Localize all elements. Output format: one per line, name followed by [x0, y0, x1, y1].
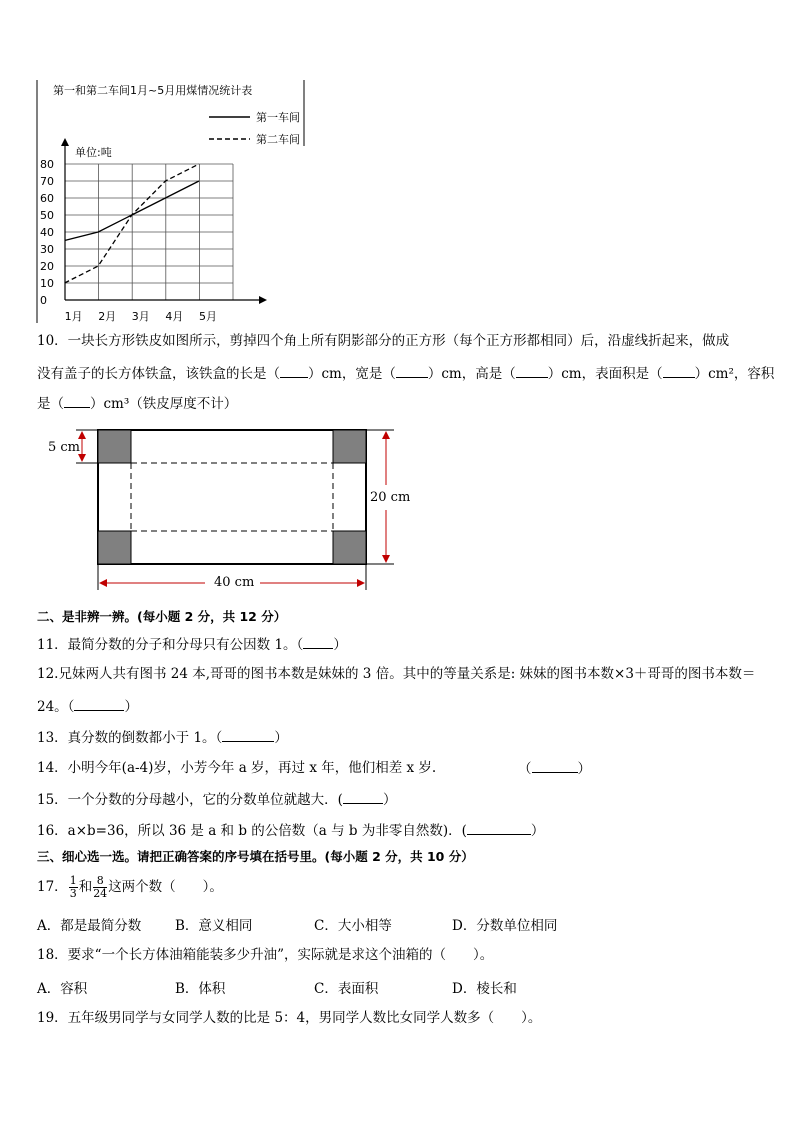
q11: [37, 635, 347, 654]
corner-square-br: [333, 531, 366, 564]
q13-answer-blank[interactable]: [222, 728, 274, 742]
q16: [37, 821, 544, 840]
q16-text: 16．a×b=36，所以 36 是 a 和 b 的公倍数（a 与 b 为非零自然数)．(: [37, 823, 467, 839]
q18-option-a[interactable]: A．容积: [37, 981, 88, 997]
q17-f2-denominator: 24: [93, 887, 108, 900]
q18-option-c[interactable]: C．表面积: [314, 981, 379, 997]
q10-line1: 10．一块长方形铁皮如图所示，剪掉四个角上所有阴影部分的正方形（每个正方形都相同）后，沿虚线折起来，做成: [37, 333, 730, 349]
q17-text: 这两个数（ ）。: [108, 879, 223, 895]
q10-line2: [37, 364, 774, 383]
q12-line2: [37, 697, 138, 716]
q15-answer-blank[interactable]: [343, 790, 383, 804]
q16-close-paren: ）: [530, 823, 545, 839]
q10-text-g: ）cm³（铁皮厚度不计）: [90, 396, 238, 412]
q14-answer-blank[interactable]: [532, 759, 578, 773]
q12-line1: 12.兄妹两人共有图书 24 本,哥哥的图书本数是妹妹的 3 倍。其中的等量关系是: 妹妹的图书本数×3＋哥哥的图书本数＝: [37, 666, 756, 682]
q14-close-paren: ）: [577, 761, 591, 777]
q12-close-paren: ）: [124, 699, 138, 715]
y-axis-arrow: [61, 138, 69, 146]
x-axis-arrow: [259, 296, 267, 304]
q17-f1-numerator: 1: [69, 874, 77, 887]
dim-label-corner: 5 cm: [48, 440, 81, 455]
section2-heading: 二、是非辨一辨。(每小题 2 分，共 12 分）: [37, 609, 287, 624]
chart-plot-area: [40, 138, 267, 323]
dim-label-width: 40 cm: [214, 575, 255, 590]
y-tick-label-0: 0: [40, 294, 47, 307]
q17-option-d[interactable]: D．分数单位相同: [452, 918, 558, 934]
legend-second-workshop: 第二车间: [256, 133, 300, 146]
x-tick-label-0: 1月: [64, 310, 83, 323]
q10-blank-height[interactable]: [516, 364, 548, 378]
dim-label-height: 20 cm: [370, 490, 411, 505]
legend-first-workshop: 第一车间: [256, 111, 300, 124]
series-line-2: [65, 164, 199, 283]
q13: [37, 728, 288, 747]
q12-text: 24。（: [37, 699, 75, 715]
y-tick-label-60: 60: [40, 192, 54, 205]
q14: 14．小明今年(a-4)岁，小芳今年 a 岁，再过 x 年，他们相差 x 岁.: [37, 760, 437, 776]
x-tick-label-2: 3月: [131, 310, 150, 323]
chart-title: 第一和第二车间1月~5月用煤情况统计表: [53, 84, 253, 97]
q18-option-b[interactable]: B．体积: [175, 981, 226, 997]
q17-f1-denominator: 3: [69, 887, 77, 900]
q17-option-c[interactable]: C．大小相等: [314, 918, 392, 934]
q19: 19．五年级男同学与女同学人数的比是 5：4，男同学人数比女同学人数多（ ）。: [37, 1010, 542, 1026]
y-tick-label-50: 50: [40, 209, 54, 222]
section3-heading: 三、细心选一选。请把正确答案的序号填在括号里。(每小题 2 分，共 10 分）: [37, 849, 474, 864]
q11-answer-blank[interactable]: [303, 635, 333, 649]
y-tick-label-40: 40: [40, 226, 54, 239]
sheet-diagram: [40, 420, 420, 595]
q17-option-a[interactable]: A．都是最简分数: [37, 918, 142, 934]
y-tick-label-10: 10: [40, 277, 54, 290]
q10-blank-width[interactable]: [396, 364, 428, 378]
q14-answer: [518, 759, 591, 778]
q17-number: 17．: [37, 879, 68, 895]
q17-fraction-1: [69, 875, 78, 900]
coal-usage-line-chart: [37, 76, 305, 323]
q17-f2-numerator: 8: [93, 875, 107, 888]
q16-answer-blank[interactable]: [467, 821, 531, 835]
series-line-1: [65, 181, 199, 241]
sheet-outline: [98, 430, 366, 564]
q10-blank-surface[interactable]: [663, 364, 695, 378]
y-tick-label-20: 20: [40, 260, 54, 273]
q10-line3: [37, 394, 237, 413]
q18: 18．要求“一个长方体油箱能装多少升油”，实际就是求这个油箱的（ ）。: [37, 947, 494, 963]
q15-text: 15．一个分数的分母越小，它的分数单位就越大．(: [37, 792, 343, 808]
q10-text-e: ）cm²，容积: [694, 366, 775, 382]
q10-text-b: ）cm，宽是（: [308, 366, 396, 382]
q10-text-f: 是（: [37, 396, 64, 412]
y-tick-label-30: 30: [40, 243, 54, 256]
q12-answer-blank[interactable]: [74, 697, 124, 711]
q10-text-a: 没有盖子的长方体铁盒，该铁盒的长是（: [37, 366, 280, 382]
q11-close-paren: ）: [333, 637, 347, 653]
corner-square-bl: [98, 531, 131, 564]
q17-fraction-2: [93, 875, 107, 900]
q14-open-paren: （: [518, 761, 532, 777]
q15-close-paren: ）: [382, 792, 397, 808]
q13-text: 13．真分数的倒数都小于 1。（: [37, 730, 223, 746]
q17: [37, 870, 223, 904]
y-tick-label-80: 80: [40, 158, 54, 171]
q10-text-c: ）cm，高是（: [427, 366, 516, 382]
q10-text-d: ）cm，表面积是（: [547, 366, 663, 382]
x-tick-label-4: 5月: [199, 310, 217, 323]
q11-text: 11．最简分数的分子和分母只有公因数 1。（: [37, 637, 304, 653]
q17-option-b[interactable]: B．意义相同: [175, 918, 253, 934]
q10-blank-length[interactable]: [280, 364, 308, 378]
q13-close-paren: ）: [274, 730, 288, 746]
x-tick-label-1: 2月: [98, 310, 117, 323]
q17-and: 和: [78, 879, 93, 895]
q15: [37, 790, 396, 809]
corner-square-tl: [98, 430, 131, 463]
q18-option-d[interactable]: D．棱长和: [452, 981, 517, 997]
chart-unit-label: 单位:吨: [75, 146, 112, 159]
q10-blank-volume[interactable]: [64, 394, 90, 408]
corner-square-tr: [333, 430, 366, 463]
x-tick-label-3: 4月: [165, 310, 184, 323]
y-tick-label-70: 70: [40, 175, 54, 188]
